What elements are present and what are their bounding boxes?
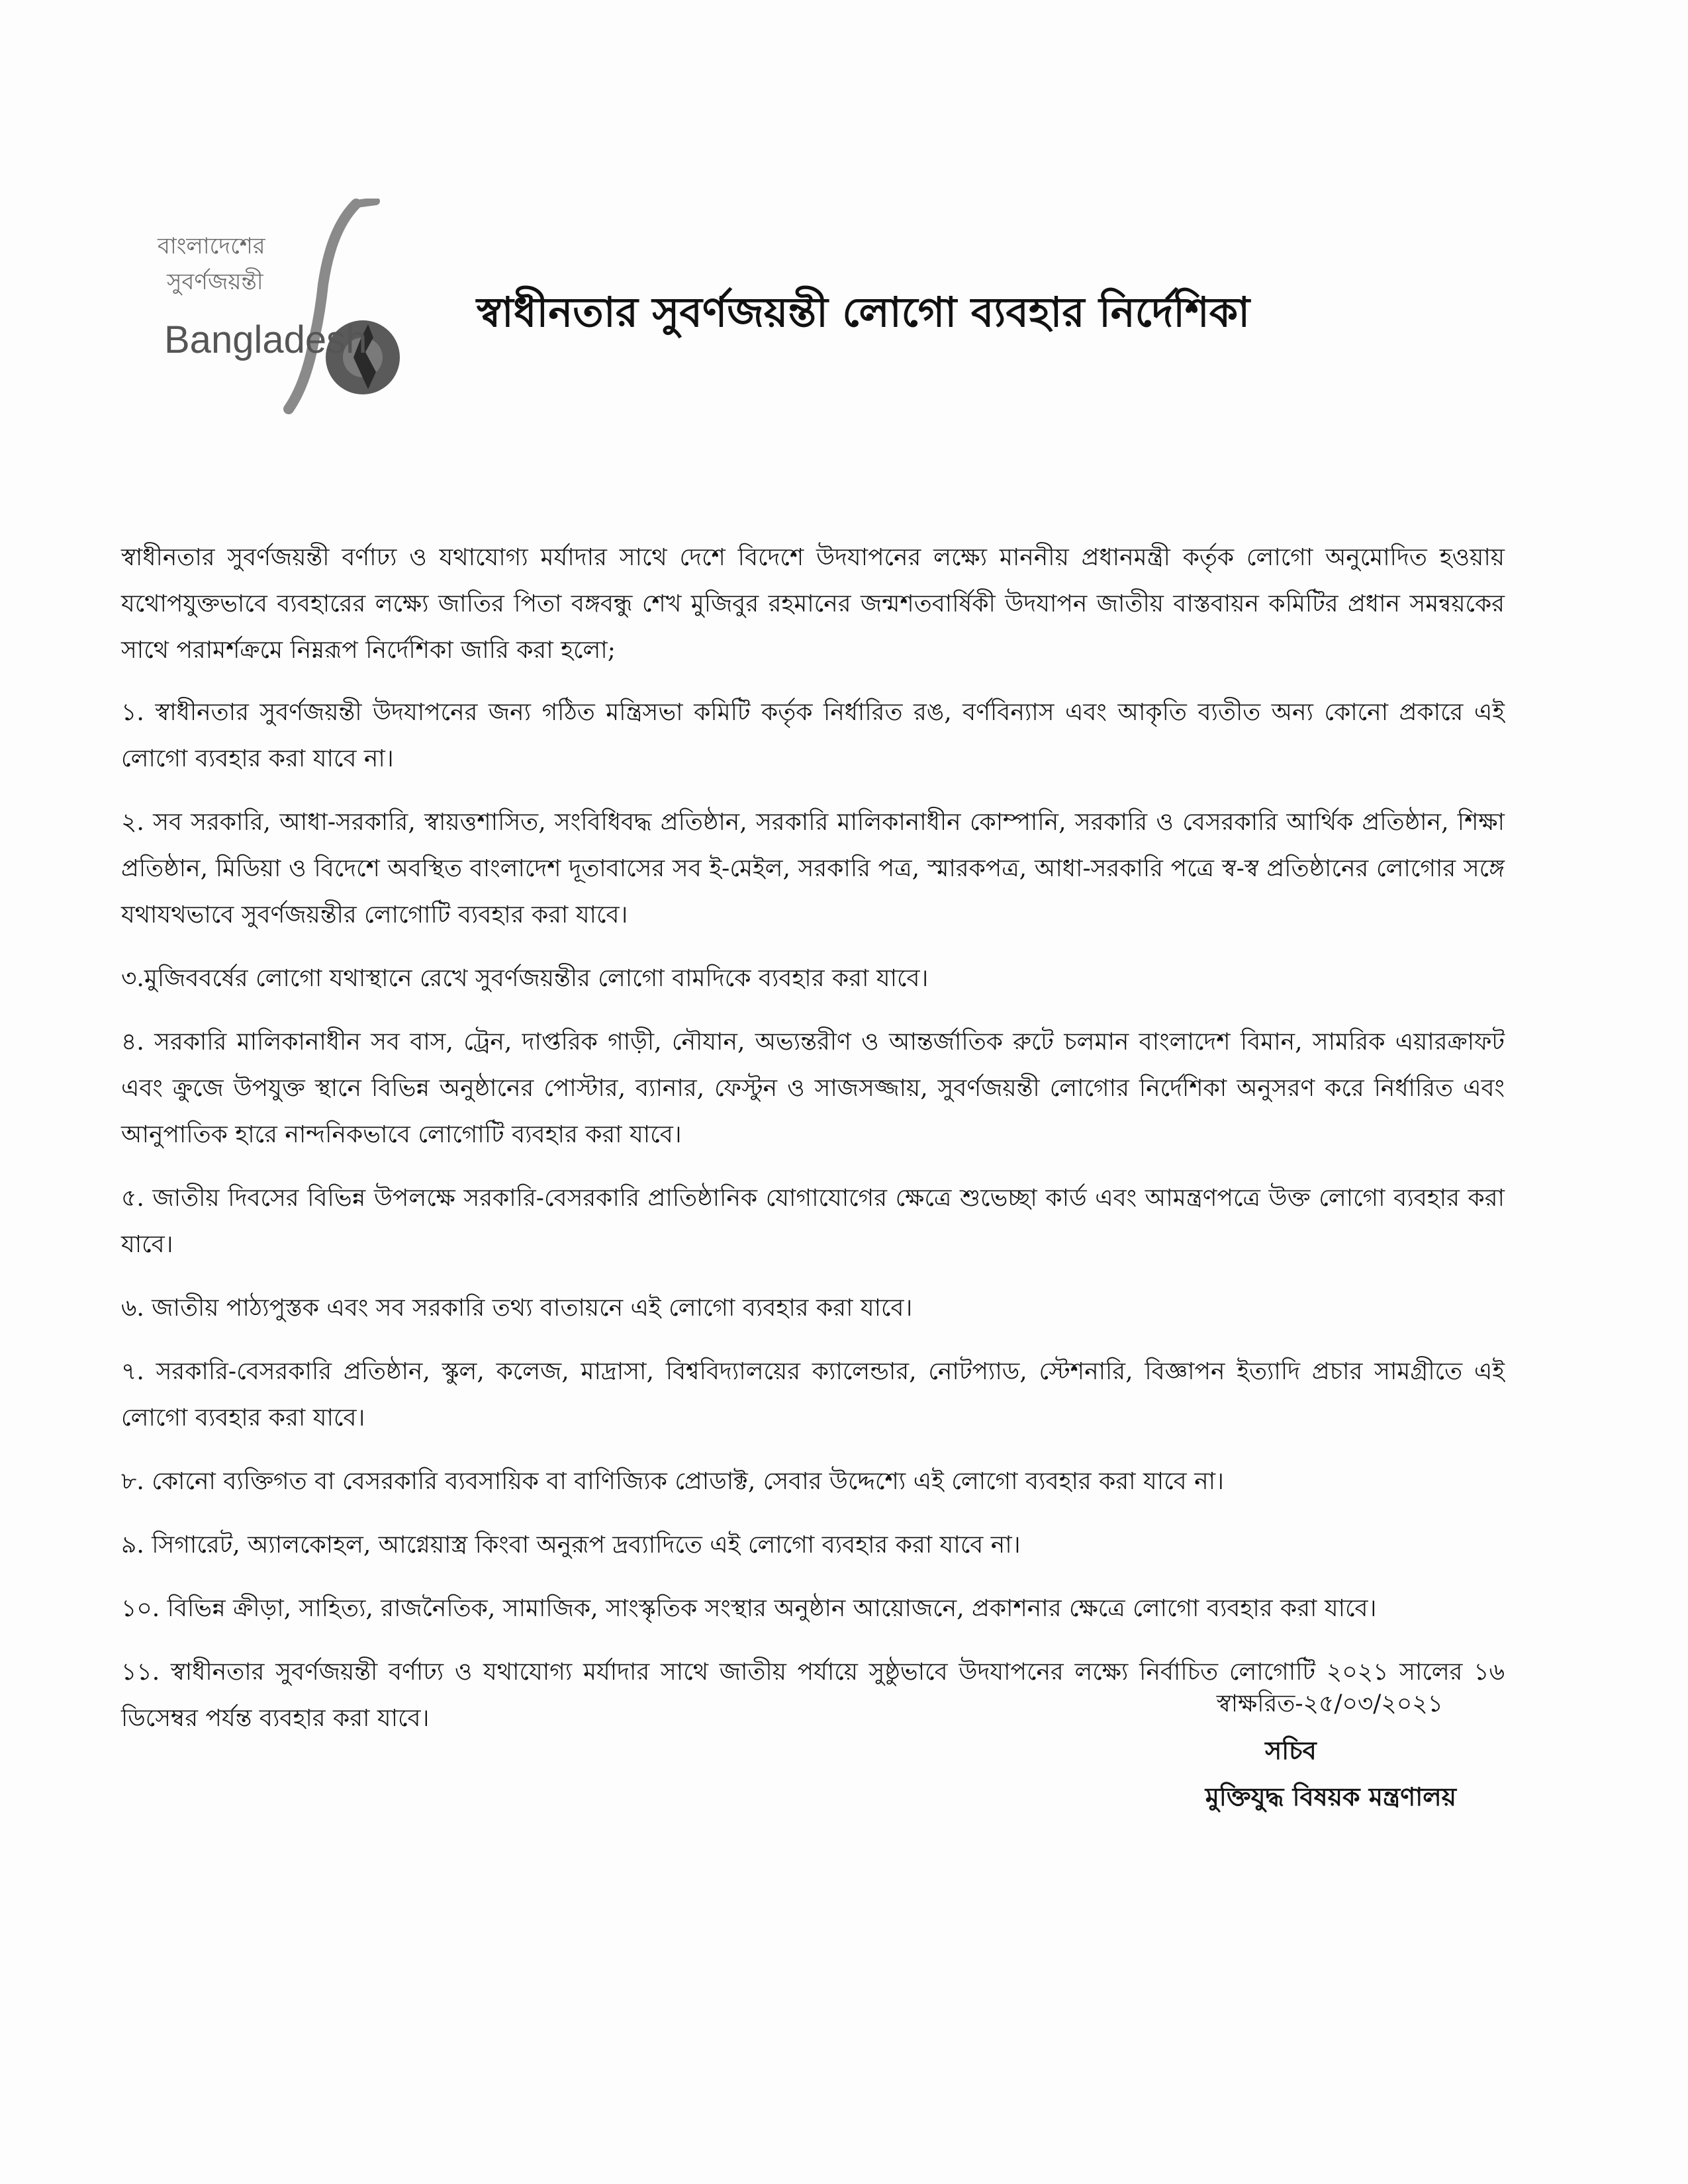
intro-paragraph: স্বাধীনতার সুবর্ণজয়ন্তী বর্ণাঢ্য ও যথাযোগ্য মর্যাদার সাথে দেশে বিদেশে উদযাপনের লক্ষ্যে মাননীয় প্রধানমন্ত্রী কর্তৃক লোগো অনুমোদিত হওয়ায় যথোপযুক্তভাবে ব্যবহারের লক্ষ্যে জাতির পিতা বঙ্গবন্ধু শেখ মুজিবুর রহমানের জন্মশতবার্ষিকী উদযাপন জাতীয় বাস্তবায়ন কমিটির প্রধান সমন্বয়কের সাথে পরামর্শক্রমে নিম্নরূপ নির্দেশিকা জারি করা হলো;: [121, 544, 1505, 664]
guideline-item-2: ২. সব সরকারি, আধা-সরকারি, স্বায়ত্তশাসিত, সংবিধিবদ্ধ প্রতিষ্ঠান, সরকারি মালিকানাধীন কোম্পানি, সরকারি ও বেসরকারি আর্থিক প্রতিষ্ঠান, শিক্ষা প্রতিষ্ঠান, মিডিয়া ও বিদেশে অবস্থিত বাংলাদেশ দূতাবাসের সব ই-মেইল, সরকারি পত্র, স্মারকপত্র, আধা-সরকারি পত্রে স্ব-স্ব প্রতিষ্ঠানের লোগোর সঙ্গে যথাযথভাবে সুবর্ণজয়ন্তীর লোগোটি ব্যবহার করা যাবে।: [121, 809, 1505, 929]
signed-date: স্বাক্ষরিত-২৫/০৩/২০২১: [1216, 1690, 1443, 1717]
guideline-item-6: ৬. জাতীয় পাঠ্যপুস্তক এবং সব সরকারি তথ্য বাতায়নে এই লোগো ব্যবহার করা যাবে।: [121, 1295, 913, 1322]
guideline-item-1: ১. স্বাধীনতার সুবর্ণজয়ন্তী উদযাপনের জন্য গঠিত মন্ত্রিসভা কমিটি কর্তৃক নির্ধারিত রঙ, বর্ণবিন্যাস এবং আকৃতি ব্যতীত অন্য কোনো প্রকারে এই লোগো ব্যবহার করা যাবে না।: [121, 699, 1505, 772]
ministry-name: মুক্তিযুদ্ধ বিষয়ক মন্ত্রণালয়: [1205, 1782, 1456, 1811]
guideline-item-7: ৭. সরকারি-বেসরকারি প্রতিষ্ঠান, স্কুল, কলেজ, মাদ্রাসা, বিশ্ববিদ্যালয়ের ক্যালেন্ডার, নোটপ্যাড, স্টেশনারি, বিজ্ঞাপন ইত্যাদি প্রচার সামগ্রীতে এই লোগো ব্যবহার করা যাবে।: [121, 1358, 1505, 1432]
logo-wordmark: Bangladesh: [164, 318, 367, 361]
document-body: [121, 535, 1505, 1759]
logo-line-1: বাংলাদেশের: [158, 233, 265, 259]
guideline-item-10: ১০. বিভিন্ন ক্রীড়া, সাহিত্য, রাজনৈতিক, সামাজিক, সাংস্কৃতিক সংস্থার অনুষ্ঠান আয়োজনে, প্রকাশনার ক্ষেত্রে লোগো ব্যবহার করা যাবে।: [121, 1595, 1377, 1622]
guideline-item-4: ৪. সরকারি মালিকানাধীন সব বাস, ট্রেন, দাপ্তরিক গাড়ী, নৌযান, অভ্যন্তরীণ ও আন্তর্জাতিক রুটে চলমান বাংলাদেশ বিমান, সামরিক এয়ারক্রাফট এবং ক্রুজে উপযুক্ত স্থানে বিভিন্ন অনুষ্ঠানের পোস্টার, ব্যানার, ফেস্টুন ও সাজসজ্জায়, সুবর্ণজয়ন্তী লোগোর নির্দেশিকা অনুসরণ করে নির্ধারিত এবং আনুপাতিক হারে নান্দনিকভাবে লোগোটি ব্যবহার করা যাবে।: [121, 1028, 1505, 1148]
signatory-designation: সচিব: [1265, 1735, 1317, 1765]
document-title: স্বাধীনতার সুবর্ণজয়ন্তী লোগো ব্যবহার নির্দেশিকা: [477, 288, 1250, 336]
guideline-item-5: ৫. জাতীয় দিবসের বিভিন্ন উপলক্ষে সরকারি-বেসরকারি প্রাতিষ্ঠানিক যোগাযোগের ক্ষেত্রে শুভেচ্ছা কার্ড এবং আমন্ত্রণপত্রে উক্ত লোগো ব্যবহার করা যাবে।: [121, 1185, 1505, 1258]
signature-block: [1125, 1681, 1456, 1820]
guideline-item-9: ৯. সিগারেট, অ্যালকোহল, আগ্নেয়াস্ত্র কিংবা অনুরূপ দ্রব্যাদিতে এই লোগো ব্যবহার করা যাবে না।: [121, 1531, 1021, 1559]
guideline-item-11: ১১. স্বাধীনতার সুবর্ণজয়ন্তী বর্ণাঢ্য ও যথাযোগ্য মর্যাদার সাথে জাতীয় পর্যায়ে সুষ্ঠুভাবে উদযাপনের লক্ষ্যে নির্বাচিত লোগোটি ২০২১ সালের ১৬ ডিসেম্বর পর্যন্ত ব্যবহার করা যাবে।: [121, 1659, 1505, 1732]
logo-line-2: সুবর্ণজয়ন্তী: [167, 269, 263, 295]
guideline-item-3: ৩.মুজিববর্ষের লোগো যথাস্থানে রেখে সুবর্ণজয়ন্তীর লোগো বামদিকে ব্যবহার করা যাবে।: [121, 965, 929, 992]
guideline-item-8: ৮. কোনো ব্যক্তিগত বা বেসরকারি ব্যবসায়িক বা বাণিজ্যিক প্রোডাক্ট, সেবার উদ্দেশ্যে এই লোগো ব্যবহার করা যাবে না।: [121, 1468, 1224, 1495]
golden-jubilee-logo: [158, 199, 409, 417]
